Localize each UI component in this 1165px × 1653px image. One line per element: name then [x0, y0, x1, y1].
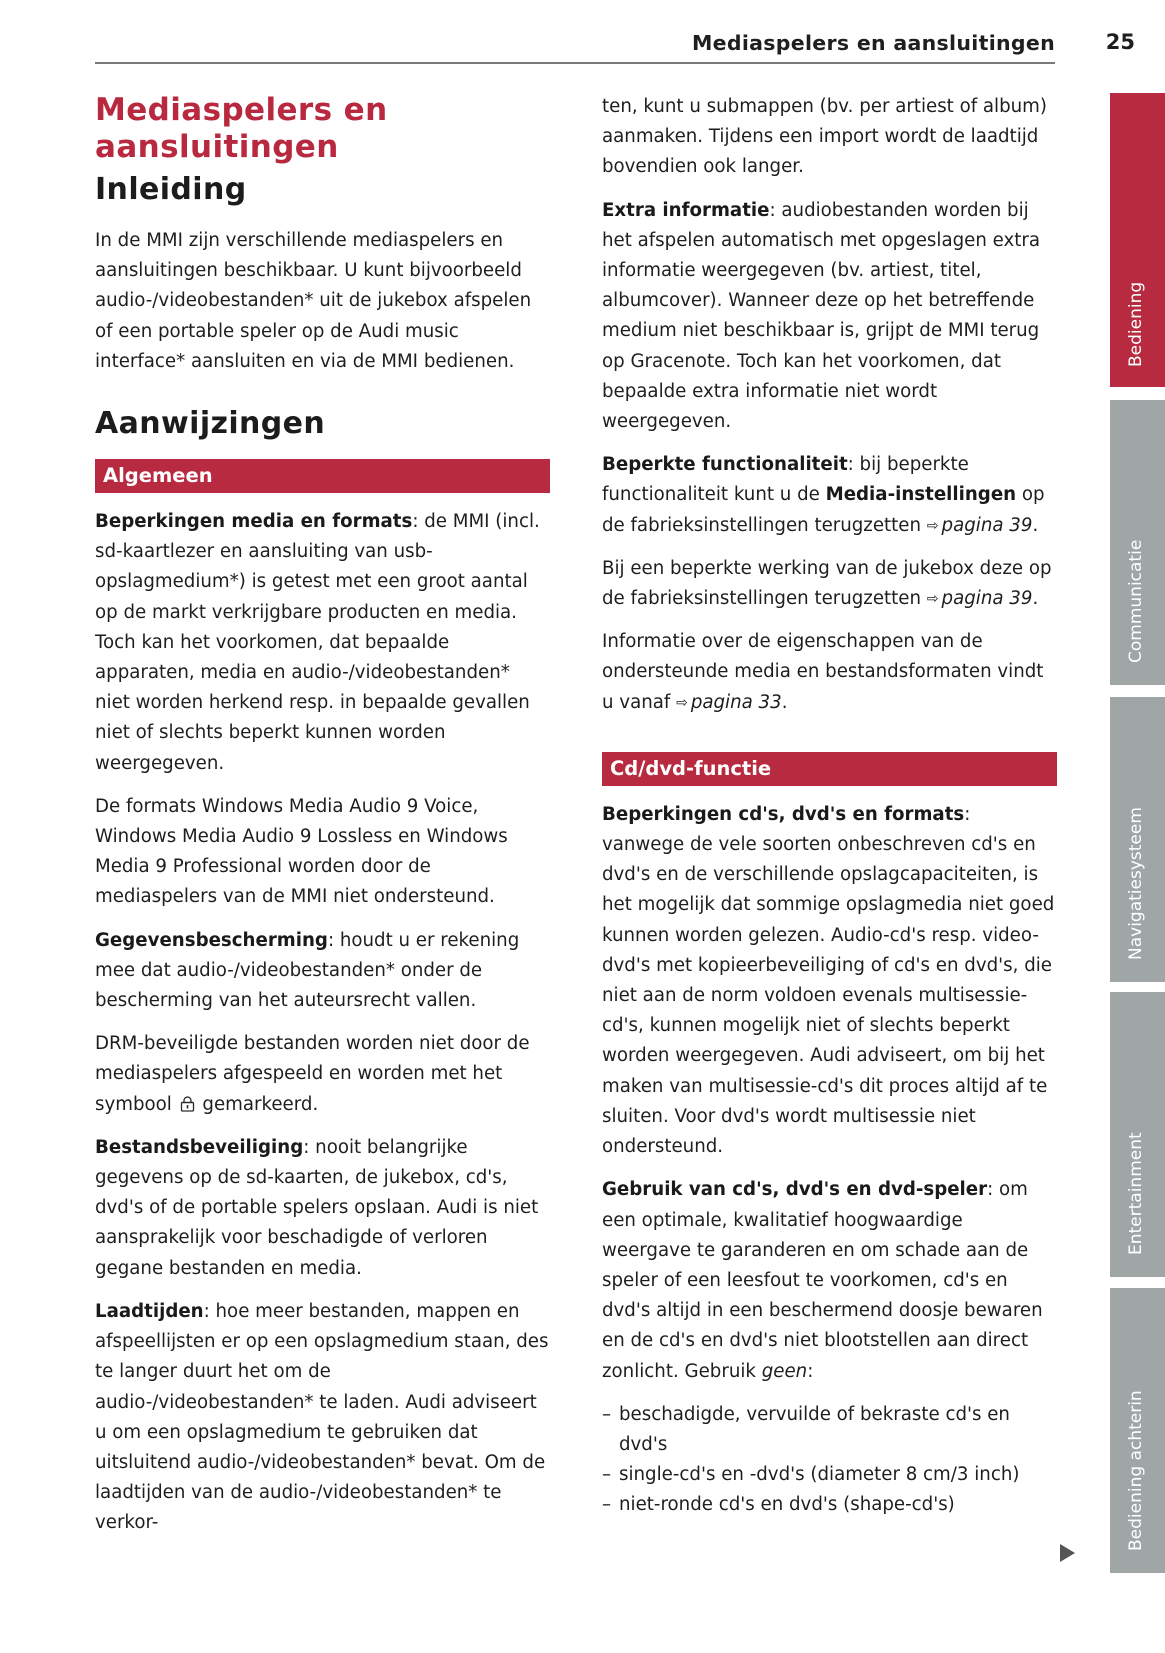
paragraph-text: op de fabrieksinstellingen terugzetten — [602, 484, 1045, 536]
emphasis-geen: geen — [761, 1360, 808, 1382]
paragraph-beperkingen-cds — [602, 800, 1057, 1162]
paragraph-laadtijden-continued: ten, kunt u submappen (bv. per artiest of album) aanmaken. Tijdens een import wordt de laadtijd bovendien ook langer. — [602, 96, 1047, 178]
list-item-text: niet-ronde cd's en dvd's (shape-cd's) — [619, 1494, 955, 1516]
paragraph-bestandsbeveiliging — [95, 1133, 550, 1284]
paragraph-text: gemarkeerd. — [202, 1093, 319, 1115]
list-dash: – — [602, 1464, 612, 1486]
side-tab-communicatie[interactable] — [1110, 400, 1165, 685]
side-tab-label: Communicatie — [1125, 539, 1146, 663]
punctuation: . — [1032, 514, 1039, 536]
side-tab-bediening[interactable] — [1110, 93, 1165, 387]
paragraph-media-info — [602, 627, 1057, 718]
side-tab-label: Entertainment — [1125, 1132, 1146, 1255]
list-item-text: single-cd's en -dvd's (diameter 8 cm/3 inch) — [619, 1464, 1020, 1486]
side-tab-label: Navigatiesysteem — [1125, 807, 1146, 960]
list-item — [602, 1490, 1057, 1520]
section-heading-inleiding: Inleiding — [95, 172, 247, 207]
paragraph-text: : hoe meer bestanden, mappen en afspeellijsten er op een opslagmedium staan, des te langer duurt het om de audio-/videobestanden* te laden. Audi adviseert u om een opslagmedium te gebruiken dat uitsluitend audio-/videobestanden* bevat. Om de laadtijden van de audio-/videobestanden* te verkor- — [95, 1300, 549, 1534]
paragraph-beperkte-functionaliteit — [602, 450, 1057, 541]
page-reference-arrow-icon: ⇨ — [926, 517, 939, 534]
paragraph-beperkingen-media — [95, 507, 550, 779]
side-tab-label: Bediening achterin — [1125, 1390, 1146, 1551]
punctuation: . — [781, 691, 788, 713]
list-dash: – — [602, 1494, 612, 1516]
term-beperkingen-media: Beperkingen media en formats — [95, 511, 413, 533]
list-item — [602, 1400, 1057, 1460]
left-column — [95, 92, 550, 1539]
paragraph-text: Informatie over de eigenschappen van de ondersteunde media en bestandsformaten vindt u vanaf — [602, 631, 1044, 713]
page-number: 25 — [1105, 30, 1135, 54]
paragraph-text: : bij beperkte functionaliteit kunt u de — [602, 454, 969, 506]
subsection-bar-algemeen: Algemeen — [95, 459, 550, 493]
intro-paragraph: In de MMI zijn verschillende mediaspelers en aansluitingen beschikbaar. U kunt bijvoorbeeld audio-/videobestanden* uit de jukebox afspelen of een portable speler op de Audi music interface* aansluiten en via de MMI bedienen. — [95, 230, 532, 372]
term-bestandsbeveiliging: Bestandsbeveiliging — [95, 1136, 304, 1158]
subsection-bar-cd-dvd-functie: Cd/dvd-functie — [602, 752, 1057, 786]
page-reference-arrow-icon: ⇨ — [926, 591, 939, 608]
term-gebruik-cds: Gebruik van cd's, dvd's en dvd-speler — [602, 1179, 988, 1201]
punctuation: . — [1032, 588, 1039, 610]
disc-restrictions-list — [602, 1400, 1057, 1521]
term-laadtijden: Laadtijden — [95, 1300, 204, 1322]
page-reference-link[interactable]: pagina 33 — [690, 691, 782, 713]
page-reference-link[interactable]: pagina 39 — [941, 588, 1033, 610]
term-extra-informatie: Extra informatie — [602, 199, 770, 221]
page-reference-arrow-icon: ⇨ — [676, 694, 688, 711]
punctuation: : — [807, 1360, 814, 1382]
paragraph-laadtijden — [95, 1297, 550, 1539]
drm-lock-icon — [180, 1096, 195, 1112]
section-heading-aanwijzingen: Aanwijzingen — [95, 406, 326, 442]
list-dash: – — [602, 1403, 612, 1425]
paragraph-extra-informatie — [602, 196, 1057, 438]
chapter-title-line2: aansluitingen — [95, 129, 339, 165]
chapter-title-line1: Mediaspelers en — [95, 92, 388, 128]
term-media-instellingen: Media-instellingen — [825, 484, 1017, 506]
running-header-title: Mediaspelers en aansluitingen — [691, 31, 1055, 55]
term-beperkingen-cds: Beperkingen cd's, dvd's en formats — [602, 803, 965, 825]
paragraph-text: : vanwege de vele soorten onbeschreven cd's en dvd's en de verschillende opslagcapaciteiten, is het mogelijk dat sommige opslagmedia niet goed kunnen worden gelezen. Audio-cd's resp. video-dvd's met kopieerbeveiliging of cd's en dvd's, die niet aan de norm voldoen evenals multisessie-cd's, kunnen mogelijk niet of slechts beperkt worden weergegeven. Audi adviseert, om bij het maken van multisessie-cd's dit proces altijd af te sluiten. Voor dvd's wordt multisessie niet ondersteund. — [602, 803, 1055, 1158]
header-rule — [95, 62, 1055, 64]
page-reference-link[interactable]: pagina 39 — [941, 514, 1033, 536]
paragraph-formats-windows: De formats Windows Media Audio 9 Voice, Windows Media Audio 9 Lossless en Windows Media 9 Professional worden door de mediaspelers van de MMI niet ondersteund. — [95, 795, 508, 908]
paragraph-text: Bij een beperkte werking van de jukebox deze op de fabrieksinstellingen terugzetten — [602, 557, 1052, 610]
chapter-title — [95, 92, 550, 166]
term-beperkte-functionaliteit: Beperkte functionaliteit — [602, 454, 848, 476]
paragraph-jukebox-reset — [602, 554, 1057, 614]
paragraph-text: : de MMI (incl. sd-kaartlezer en aansluiting van usb-opslagmedium*) is getest met een groot aantal op de markt verkrijgbare producten en media. Toch kan het voorkomen, dat bepaalde apparaten, media en audio-/videobestanden* niet worden herkend resp. in bepaalde gevallen niet of slechts beperkt kunnen worden weergegeven. — [95, 511, 540, 774]
continue-next-page-triangle-icon — [1060, 1544, 1075, 1562]
side-tab-entertainment[interactable] — [1110, 992, 1165, 1277]
paragraph-gegevensbescherming — [95, 926, 550, 1017]
paragraph-text: : nooit belangrijke gegevens op de sd-kaarten, de jukebox, cd's, dvd's of de portable spelers opslaan. Audi is niet aansprakelijk voor beschadigde of verloren gegane bestanden en media. — [95, 1136, 539, 1279]
paragraph-text: : houdt u er rekening mee dat audio-/videobestanden* onder de bescherming van het auteursrecht vallen. — [95, 929, 520, 1012]
paragraph-text: : audiobestanden worden bij het afspelen automatisch met opgeslagen extra informatie weergegeven (bv. artiest, titel, albumcover). Wanneer deze op het betreffende medium niet beschikbaar is, grijpt de MMI terug op Gracenote. Toch kan het voorkomen, dat bepaalde extra informatie niet wordt weergegeven. — [602, 199, 1041, 433]
right-column — [602, 92, 1057, 1521]
side-tab-label: Bediening — [1125, 281, 1146, 367]
paragraph-text: DRM-beveiligde bestanden worden niet door de mediaspelers afgespeeld en worden met het symbool — [95, 1033, 530, 1115]
side-tab-navigatiesysteem[interactable] — [1110, 697, 1165, 982]
term-gegevensbescherming: Gegevensbescherming — [95, 929, 328, 951]
list-item — [602, 1460, 1057, 1490]
paragraph-drm — [95, 1029, 550, 1120]
paragraph-text: : om een optimale, kwalitatief hoogwaardige weergave te garanderen en om schade aan de speler of een leesfout te voorkomen, cd's en dvd's altijd in een beschermend doosje bewaren en de cd's en dvd's niet blootstellen aan direct zonlicht. Gebruik — [602, 1179, 1043, 1382]
side-tab-bediening-achterin[interactable] — [1110, 1288, 1165, 1573]
paragraph-gebruik-cds — [602, 1175, 1057, 1386]
list-item-text: beschadigde, vervuilde of bekraste cd's en dvd's — [619, 1403, 1010, 1455]
